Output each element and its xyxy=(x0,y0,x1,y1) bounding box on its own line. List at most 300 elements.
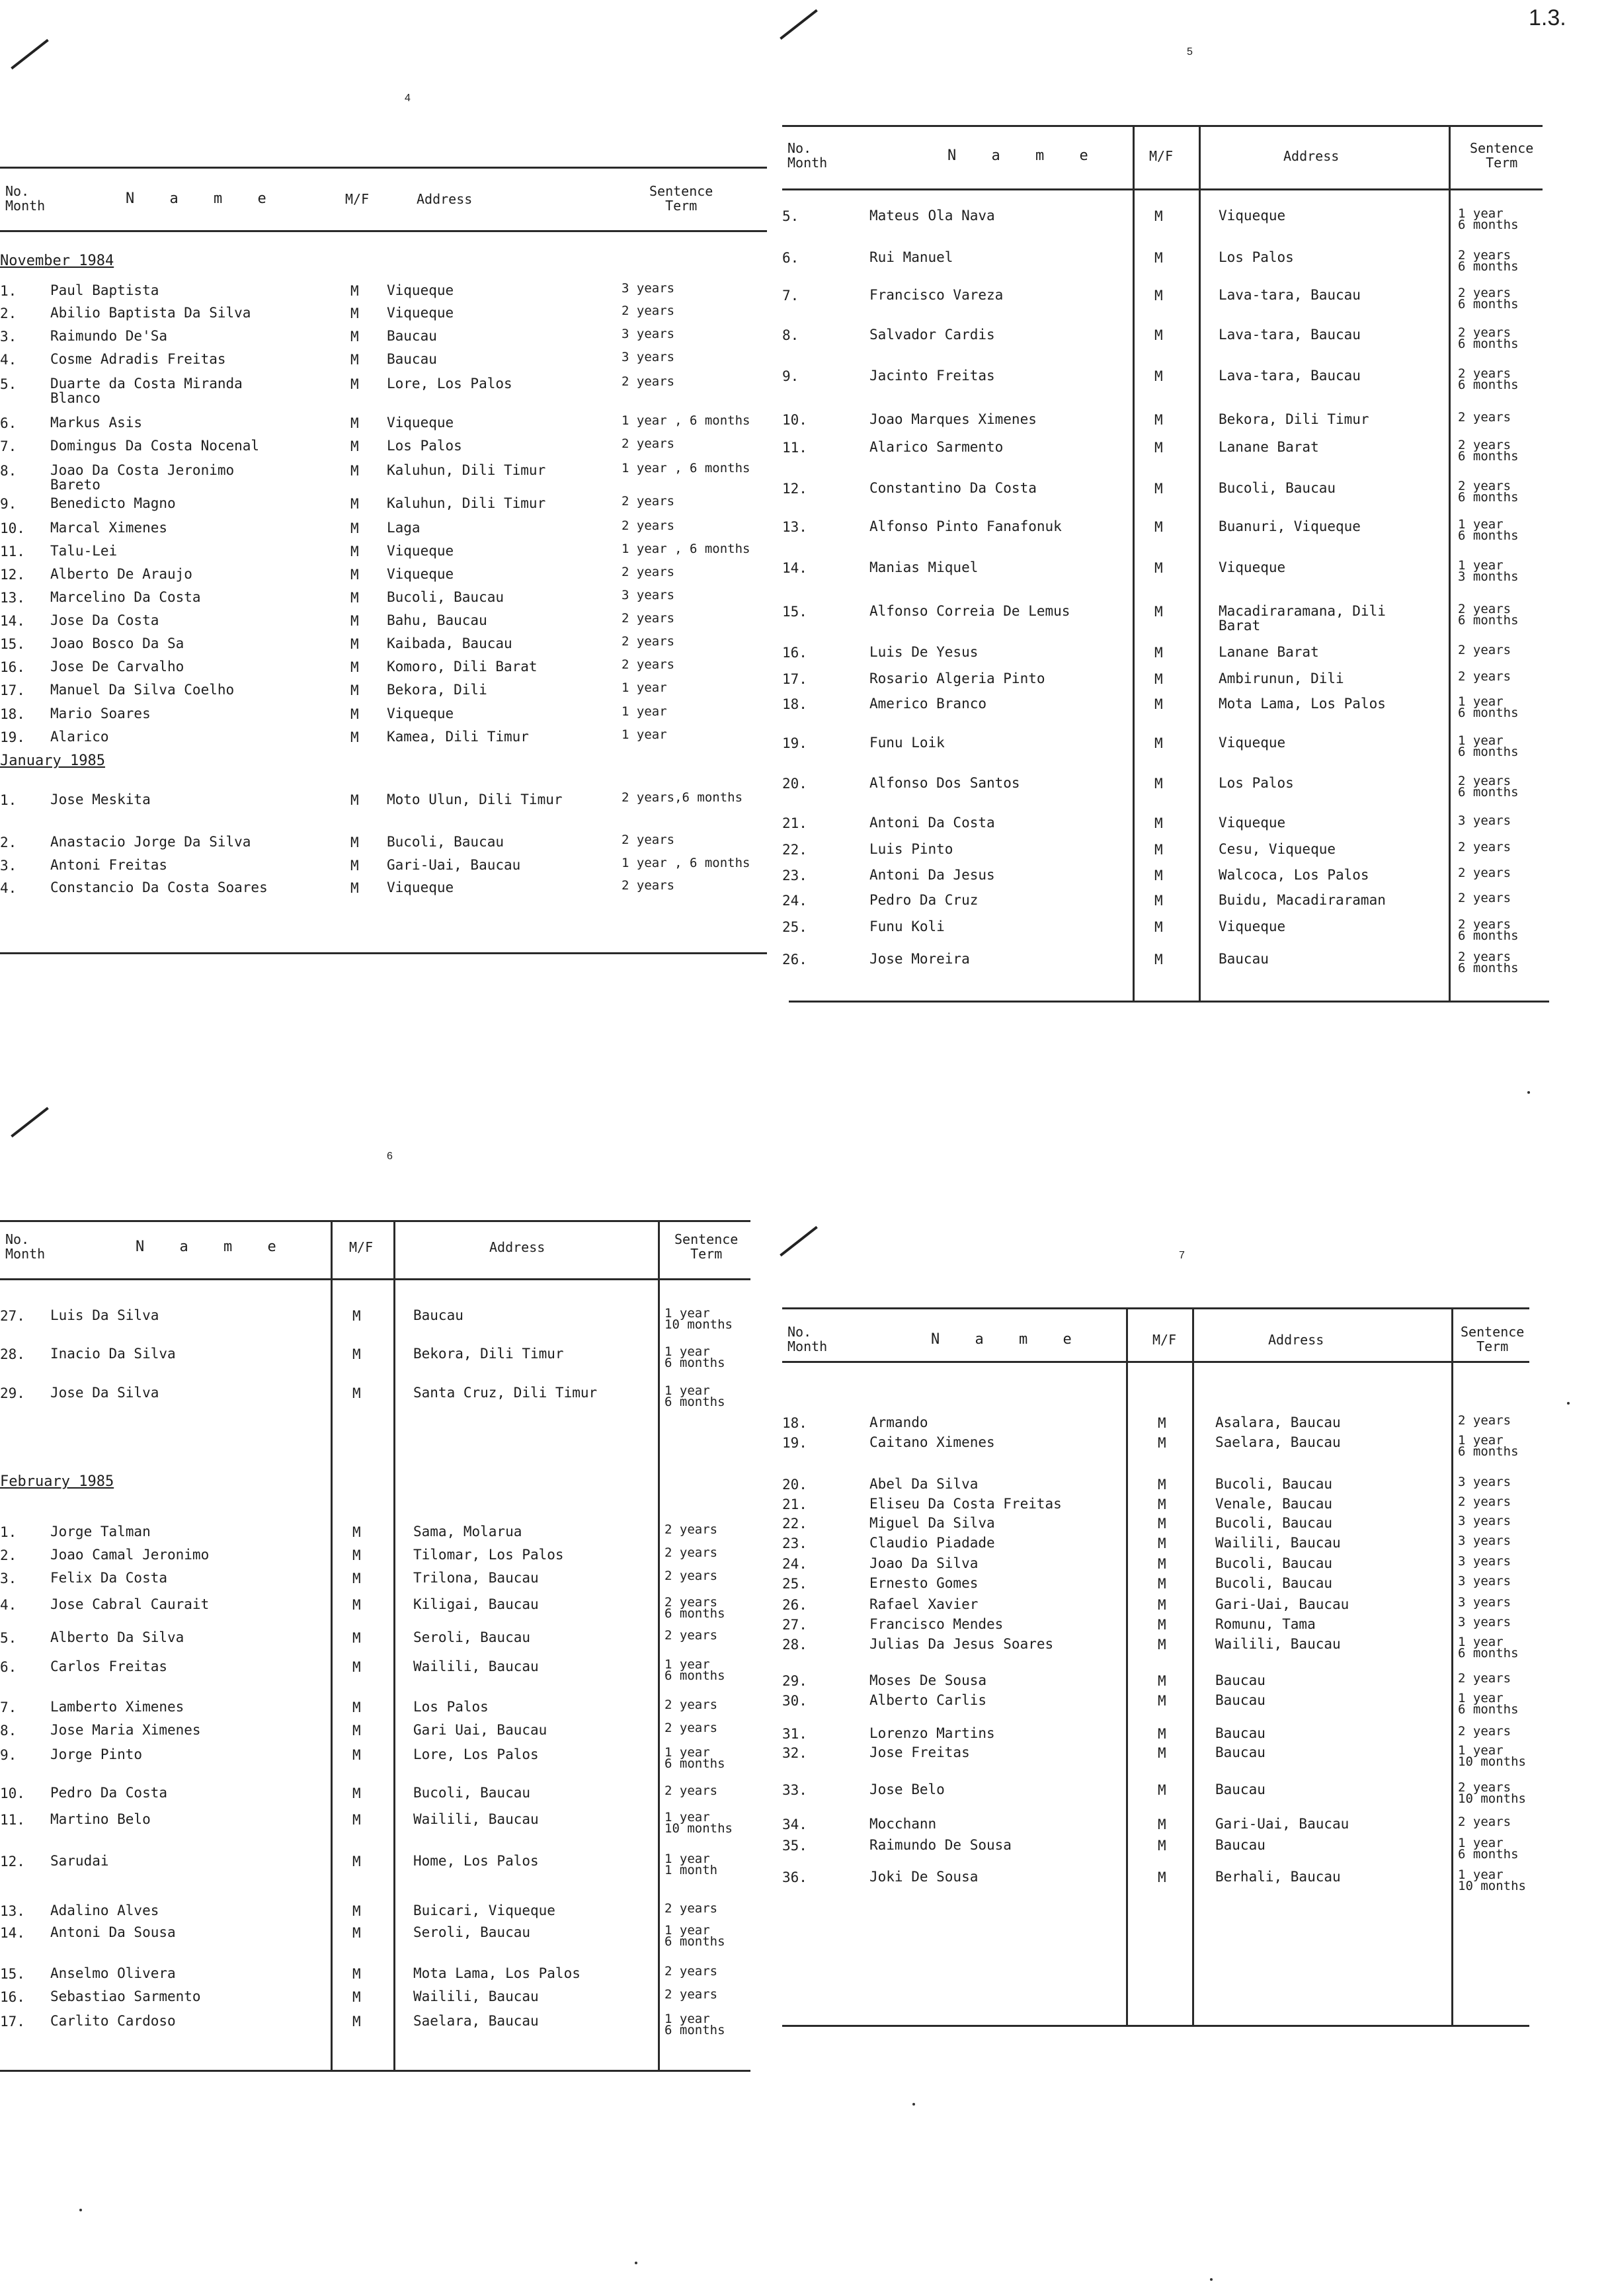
row-name: Francisco Mendes xyxy=(869,1616,1004,1632)
row-name: Marcal Ximenes xyxy=(50,520,168,536)
row-address: Bekora, Dili Timur xyxy=(1219,411,1369,427)
row-number: 11. xyxy=(0,1812,25,1828)
row-address: Bekora, Dili Timur xyxy=(413,1346,564,1362)
row-address: Kiligai, Baucau xyxy=(413,1596,539,1612)
column-rule xyxy=(1449,125,1451,1001)
row-name: Alarico xyxy=(50,729,109,745)
row-term: 1 year 6 months xyxy=(1458,1836,1519,1862)
row-address: Viqueque xyxy=(387,880,454,895)
table-rule xyxy=(0,2070,750,2072)
row-name: Armando xyxy=(869,1414,928,1430)
row-number: 22. xyxy=(782,1516,807,1532)
row-term: 2 years xyxy=(664,1721,718,1735)
row-term: 2 years xyxy=(664,1545,718,1560)
row-number: 30. xyxy=(782,1693,807,1709)
row-name: Americo Branco xyxy=(869,696,987,712)
row-term: 1 year 6 months xyxy=(1458,733,1519,759)
row-term: 3 years xyxy=(1458,1615,1511,1629)
row-number: 6. xyxy=(0,415,17,431)
row-mf: M xyxy=(352,1723,361,1739)
row-name: Abel Da Silva xyxy=(869,1476,979,1492)
row-mf: M xyxy=(1158,1673,1166,1689)
row-number: 19. xyxy=(782,735,807,751)
row-term: 1 year , 6 months xyxy=(622,856,750,870)
header-mf: M/F xyxy=(1152,1332,1177,1348)
row-number: 27. xyxy=(0,1308,25,1324)
row-term: 1 year xyxy=(622,680,667,695)
row-name: Jose Cabral Caurait xyxy=(50,1596,210,1612)
header-sentence-term: Sentence Term xyxy=(1470,140,1534,171)
row-mf: M xyxy=(350,306,359,321)
table-rule xyxy=(0,952,767,954)
row-number: 3. xyxy=(0,329,17,345)
row-term: 3 years xyxy=(1458,1514,1511,1528)
row-number: 2. xyxy=(0,835,17,850)
row-mf: M xyxy=(1154,560,1163,576)
scan-mark xyxy=(11,39,49,69)
row-mf: M xyxy=(350,590,359,606)
row-name: Mateus Ola Nava xyxy=(869,208,995,224)
row-name: Jose Moreira xyxy=(869,951,970,967)
row-term: 3 years xyxy=(622,327,675,341)
row-name: Julias Da Jesus Soares xyxy=(869,1636,1054,1652)
row-mf: M xyxy=(1154,250,1163,266)
row-address: Cesu, Viqueque xyxy=(1219,841,1336,857)
row-number: 12. xyxy=(0,1854,25,1869)
row-address: Baucau xyxy=(387,351,437,367)
row-number: 10. xyxy=(0,1785,25,1801)
row-number: 35. xyxy=(782,1838,807,1854)
table-panel xyxy=(782,46,1549,1002)
row-mf: M xyxy=(1158,1817,1166,1832)
table-panel xyxy=(782,1250,1533,2186)
row-term: 2 years xyxy=(1458,410,1511,425)
row-term: 3 years xyxy=(622,588,675,602)
column-rule xyxy=(393,1220,395,2070)
row-term: 2 years 6 months xyxy=(1458,438,1519,464)
row-name: Lamberto Ximenes xyxy=(50,1699,184,1715)
row-address: Viqueque xyxy=(1219,208,1286,224)
row-address: Viqueque xyxy=(1219,815,1286,831)
row-address: Viqueque xyxy=(387,305,454,321)
row-number: 26. xyxy=(782,1597,807,1613)
row-term: 2 years xyxy=(1458,1815,1511,1829)
row-address: Viqueque xyxy=(387,566,454,582)
row-mf: M xyxy=(350,636,359,652)
header-sentence-term: Sentence Term xyxy=(674,1231,739,1262)
row-number: 26. xyxy=(782,952,807,967)
row-term: 1 year , 6 months xyxy=(622,542,750,556)
row-number: 18. xyxy=(782,696,807,712)
row-address: Baucau xyxy=(1215,1782,1266,1797)
row-name: Talu-Lei xyxy=(50,543,118,559)
table-panel xyxy=(0,1151,750,2093)
row-mf: M xyxy=(352,2014,361,2030)
row-address: Kaibada, Baucau xyxy=(387,636,512,651)
row-address: Gari-Uai, Baucau xyxy=(387,857,521,873)
row-name: Felix Da Costa xyxy=(50,1570,168,1586)
row-number: 21. xyxy=(782,1496,807,1512)
row-name: Rosario Algeria Pinto xyxy=(869,671,1045,686)
row-name: Joao Marques Ximenes xyxy=(869,411,1037,427)
row-name: Francisco Vareza xyxy=(869,287,1004,303)
row-term: 3 years xyxy=(1458,1534,1511,1548)
row-number: 8. xyxy=(782,327,799,343)
row-number: 13. xyxy=(782,519,807,535)
row-mf: M xyxy=(1154,842,1163,858)
row-name: Adalino Alves xyxy=(50,1903,159,1918)
row-number: 33. xyxy=(782,1782,807,1798)
header-address: Address xyxy=(489,1239,545,1255)
row-mf: M xyxy=(352,1785,361,1801)
row-mf: M xyxy=(1154,645,1163,661)
row-mf: M xyxy=(350,706,359,722)
row-number: 24. xyxy=(782,893,807,909)
scan-speck xyxy=(1210,2278,1213,2281)
row-name: Anselmo Olivera xyxy=(50,1965,176,1981)
row-term: 2 years xyxy=(622,494,675,509)
row-name: Lorenzo Martins xyxy=(869,1725,995,1741)
header-no-month: No. Month xyxy=(5,1231,46,1262)
row-address: Bucoli, Baucau xyxy=(1215,1555,1333,1571)
row-name: Domingus Da Costa Nocenal xyxy=(50,438,260,454)
header-no-month: No. Month xyxy=(787,140,828,171)
row-mf: M xyxy=(352,1547,361,1563)
row-number: 16. xyxy=(0,1989,25,2005)
row-number: 3. xyxy=(0,1571,17,1586)
row-number: 17. xyxy=(0,2014,25,2030)
row-address: Komoro, Dili Barat xyxy=(387,659,538,675)
section-heading: November 1984 xyxy=(0,253,114,269)
row-address: Lava-tara, Baucau xyxy=(1219,287,1361,303)
row-term: 2 years xyxy=(622,436,675,451)
row-number: 10. xyxy=(0,520,25,536)
row-name: Manuel Da Silva Coelho xyxy=(50,682,235,698)
row-address: Trilona, Baucau xyxy=(413,1570,539,1586)
column-rule xyxy=(1126,1307,1128,2025)
header-no-month: No. Month xyxy=(787,1324,828,1354)
row-mf: M xyxy=(1158,1435,1166,1451)
row-mf: M xyxy=(350,659,359,675)
row-term: 2 years 6 months xyxy=(1458,602,1519,628)
row-name: Markus Asis xyxy=(50,415,143,430)
row-address: Romunu, Tama xyxy=(1215,1616,1316,1632)
row-mf: M xyxy=(1154,368,1163,384)
row-address: Buicari, Viqueque xyxy=(413,1903,555,1918)
scan-speck xyxy=(1567,1402,1570,1405)
row-address: Gari Uai, Baucau xyxy=(413,1722,547,1738)
row-number: 1. xyxy=(0,283,17,299)
row-name: Martino Belo xyxy=(50,1811,151,1827)
row-address: Home, Los Palos xyxy=(413,1853,539,1869)
row-mf: M xyxy=(1154,288,1163,304)
row-mf: M xyxy=(350,376,359,392)
row-term: 2 years 6 months xyxy=(1458,479,1519,505)
row-address: Lanane Barat xyxy=(1219,644,1319,660)
row-number: 12. xyxy=(0,567,25,583)
row-name: Jorge Talman xyxy=(50,1524,151,1539)
row-name: Alberto De Araujo xyxy=(50,566,192,582)
row-mf: M xyxy=(350,544,359,559)
row-address: Bucoli, Baucau xyxy=(413,1785,531,1801)
row-term: 1 year 6 months xyxy=(664,1657,725,1683)
row-mf: M xyxy=(352,1700,361,1715)
header-sentence-term: Sentence Term xyxy=(1461,1324,1525,1354)
row-mf: M xyxy=(352,1630,361,1646)
row-address: Macadiraramana, Dili Barat xyxy=(1219,603,1386,634)
row-name: Alfonso Pinto Fanafonuk xyxy=(869,518,1062,534)
row-term: 3 years xyxy=(622,350,675,364)
row-mf: M xyxy=(352,1903,361,1919)
row-address: Buanuri, Viqueque xyxy=(1219,518,1361,534)
table-rule xyxy=(0,230,767,232)
row-address: Bucoli, Baucau xyxy=(1219,480,1336,496)
row-number: 10. xyxy=(782,412,807,428)
row-term: 2 years xyxy=(622,657,675,672)
row-address: Venale, Baucau xyxy=(1215,1496,1333,1512)
page-number: 4 xyxy=(405,93,411,104)
row-name: Ernesto Gomes xyxy=(869,1575,979,1591)
row-term: 3 years xyxy=(1458,1475,1511,1489)
row-number: 15. xyxy=(0,1966,25,1982)
row-number: 20. xyxy=(782,776,807,792)
row-number: 17. xyxy=(0,682,25,698)
row-term: 2 years xyxy=(1458,866,1511,880)
row-number: 14. xyxy=(782,560,807,576)
row-term: 2 years xyxy=(1458,669,1511,684)
row-mf: M xyxy=(1154,696,1163,712)
row-number: 4. xyxy=(0,352,17,368)
row-mf: M xyxy=(1154,481,1163,497)
row-name: Anastacio Jorge Da Silva xyxy=(50,834,251,850)
row-mf: M xyxy=(1158,1576,1166,1592)
row-mf: M xyxy=(350,283,359,299)
row-address: Bahu, Baucau xyxy=(387,612,487,628)
row-address: Bucoli, Baucau xyxy=(1215,1476,1333,1492)
row-mf: M xyxy=(1158,1782,1166,1798)
row-address: Tilomar, Los Palos xyxy=(413,1547,564,1563)
row-number: 21. xyxy=(782,815,807,831)
row-number: 29. xyxy=(0,1385,25,1401)
row-name: Antoni Da Jesus xyxy=(869,867,995,883)
row-address: Walcoca, Los Palos xyxy=(1219,867,1369,883)
row-term: 2 years 6 months xyxy=(1458,366,1519,392)
row-address: Viqueque xyxy=(387,415,454,430)
row-term: 2 years xyxy=(622,304,675,318)
row-mf: M xyxy=(1154,671,1163,687)
row-term: 2 years 6 months xyxy=(1458,774,1519,800)
row-name: Funu Loik xyxy=(869,735,945,751)
row-term: 1 year , 6 months xyxy=(622,461,750,475)
row-mf: M xyxy=(1154,776,1163,792)
row-number: 25. xyxy=(782,1576,807,1592)
column-rule xyxy=(658,1220,660,2070)
table-rule xyxy=(789,1001,1549,1003)
row-term: 1 year 3 months xyxy=(1458,558,1519,584)
row-name: Jose De Carvalho xyxy=(50,659,184,675)
row-term: 2 years xyxy=(622,565,675,579)
row-name: Alberto Da Silva xyxy=(50,1629,184,1645)
scan-speck xyxy=(1527,1091,1530,1094)
row-number: 7. xyxy=(782,288,799,304)
row-address: Viqueque xyxy=(1219,559,1286,575)
row-number: 7. xyxy=(0,1700,17,1715)
row-term: 2 years xyxy=(622,878,675,893)
row-term: 2 years xyxy=(622,833,675,847)
row-address: Baucau xyxy=(1219,951,1269,967)
row-mf: M xyxy=(352,1989,361,2005)
row-term: 2 years xyxy=(664,1698,718,1712)
row-term: 2 years xyxy=(1458,1671,1511,1686)
row-address: Los Palos xyxy=(387,438,462,454)
row-name: Funu Koli xyxy=(869,919,945,934)
row-term: 1 year 6 months xyxy=(1458,1433,1519,1459)
row-name: Antoni Da Costa xyxy=(869,815,995,831)
row-term: 2 years 10 months xyxy=(1458,1780,1526,1806)
row-number: 19. xyxy=(0,729,25,745)
row-mf: M xyxy=(1158,1693,1166,1709)
row-address: Saelara, Baucau xyxy=(1215,1434,1341,1450)
row-number: 34. xyxy=(782,1817,807,1832)
row-name: Rui Manuel xyxy=(869,249,953,265)
row-number: 1. xyxy=(0,1524,17,1540)
row-name: Raimundo De'Sa xyxy=(50,328,168,344)
row-number: 9. xyxy=(0,496,17,512)
row-address: Lore, Los Palos xyxy=(387,376,512,391)
header-no-month: No. Month xyxy=(5,183,46,214)
row-address: Kaluhun, Dili Timur xyxy=(387,462,546,478)
table-rule xyxy=(0,1220,750,1222)
row-address: Mota Lama, Los Palos xyxy=(413,1965,581,1981)
row-address: Laga xyxy=(387,520,421,536)
row-number: 11. xyxy=(0,544,25,559)
row-term: 2 years xyxy=(664,1784,718,1798)
row-mf: M xyxy=(350,496,359,512)
row-mf: M xyxy=(1154,952,1163,967)
row-name: Joao Da Silva xyxy=(869,1555,979,1571)
row-term: 1 year 10 months xyxy=(1458,1867,1526,1893)
row-number: 4. xyxy=(0,880,17,896)
row-mf: M xyxy=(350,682,359,698)
row-name: Joao Camal Jeronimo xyxy=(50,1547,210,1563)
header-sentence-term: Sentence Term xyxy=(649,183,713,214)
row-number: 6. xyxy=(0,1659,17,1675)
row-term: 2 years xyxy=(1458,840,1511,854)
row-number: 5. xyxy=(0,1630,17,1646)
row-number: 14. xyxy=(0,1925,25,1941)
row-number: 8. xyxy=(0,1723,17,1739)
row-mf: M xyxy=(1158,1869,1166,1885)
row-mf: M xyxy=(1158,1536,1166,1551)
row-name: Carlos Freitas xyxy=(50,1659,168,1674)
row-name: Mocchann xyxy=(869,1816,937,1832)
row-address: Gari-Uai, Baucau xyxy=(1215,1816,1349,1832)
row-address: Seroli, Baucau xyxy=(413,1629,531,1645)
row-term: 1 year 1 month xyxy=(664,1852,718,1877)
row-address: Lava-tara, Baucau xyxy=(1219,368,1361,384)
row-term: 2 years 6 months xyxy=(1458,286,1519,311)
row-term: 2 years xyxy=(664,1628,718,1643)
row-term: 2 years xyxy=(664,1522,718,1537)
row-name: Claudio Piadade xyxy=(869,1535,995,1551)
table-panel xyxy=(0,93,767,1045)
row-mf: M xyxy=(1154,519,1163,535)
row-term: 1 year 10 months xyxy=(664,1810,733,1836)
table-rule xyxy=(0,167,767,169)
row-term: 2 years 6 months xyxy=(1458,950,1519,975)
row-number: 2. xyxy=(0,306,17,321)
column-rule xyxy=(1199,125,1201,1001)
row-mf: M xyxy=(1158,1637,1166,1653)
row-term: 2 years xyxy=(1458,891,1511,905)
row-mf: M xyxy=(352,1385,361,1401)
row-name: Jose Da Costa xyxy=(50,612,159,628)
row-mf: M xyxy=(352,1308,361,1324)
row-name: Constancio Da Costa Soares xyxy=(50,880,268,895)
row-mf: M xyxy=(1154,208,1163,224)
row-number: 6. xyxy=(782,250,799,266)
row-term: 2 years xyxy=(1458,1413,1511,1428)
row-number: 25. xyxy=(782,919,807,935)
section-heading: February 1985 xyxy=(0,1473,114,1490)
row-number: 36. xyxy=(782,1869,807,1885)
row-number: 18. xyxy=(782,1415,807,1431)
table-rule xyxy=(782,1307,1529,1309)
row-term: 2 years,6 months xyxy=(622,790,743,805)
row-name: Luis Pinto xyxy=(869,841,953,857)
row-number: 17. xyxy=(782,671,807,687)
table-rule xyxy=(0,1278,750,1280)
row-address: Bucoli, Baucau xyxy=(387,589,504,605)
table-rule xyxy=(782,188,1543,190)
row-name: Jose Meskita xyxy=(50,792,151,807)
row-mf: M xyxy=(352,1747,361,1763)
scan-mark xyxy=(780,9,818,40)
row-name: Luis Da Silva xyxy=(50,1307,159,1323)
row-mf: M xyxy=(1158,1556,1166,1572)
row-mf: M xyxy=(350,792,359,808)
row-term: 2 years xyxy=(1458,643,1511,657)
row-address: Baucau xyxy=(1215,1837,1266,1853)
row-term: 1 year 6 months xyxy=(664,1344,725,1370)
row-number: 11. xyxy=(782,440,807,456)
row-number: 13. xyxy=(0,1903,25,1919)
header-mf: M/F xyxy=(345,191,370,207)
row-mf: M xyxy=(352,1812,361,1828)
table-rule xyxy=(782,2025,1529,2027)
row-mf: M xyxy=(352,1571,361,1586)
row-name: Joki De Sousa xyxy=(869,1869,979,1885)
row-term: 1 year 10 months xyxy=(1458,1743,1526,1769)
row-term: 1 year 6 months xyxy=(1458,694,1519,720)
row-name: Carlito Cardoso xyxy=(50,2013,176,2029)
row-number: 23. xyxy=(782,1536,807,1551)
row-mf: M xyxy=(1154,440,1163,456)
scan-mark xyxy=(780,1226,818,1256)
row-mf: M xyxy=(352,1925,361,1941)
row-mf: M xyxy=(1158,1838,1166,1854)
row-term: 2 years xyxy=(1458,1724,1511,1739)
row-name: Raimundo De Sousa xyxy=(869,1837,1012,1853)
row-name: Marcelino Da Costa xyxy=(50,589,201,605)
row-mf: M xyxy=(1158,1745,1166,1761)
row-name: Joao Bosco Da Sa xyxy=(50,636,184,651)
row-mf: M xyxy=(1154,735,1163,751)
row-name: Pedro Da Cruz xyxy=(869,892,979,908)
row-mf: M xyxy=(1154,893,1163,909)
row-name: Sarudai xyxy=(50,1853,109,1869)
header-name: N a m e xyxy=(136,1239,290,1255)
